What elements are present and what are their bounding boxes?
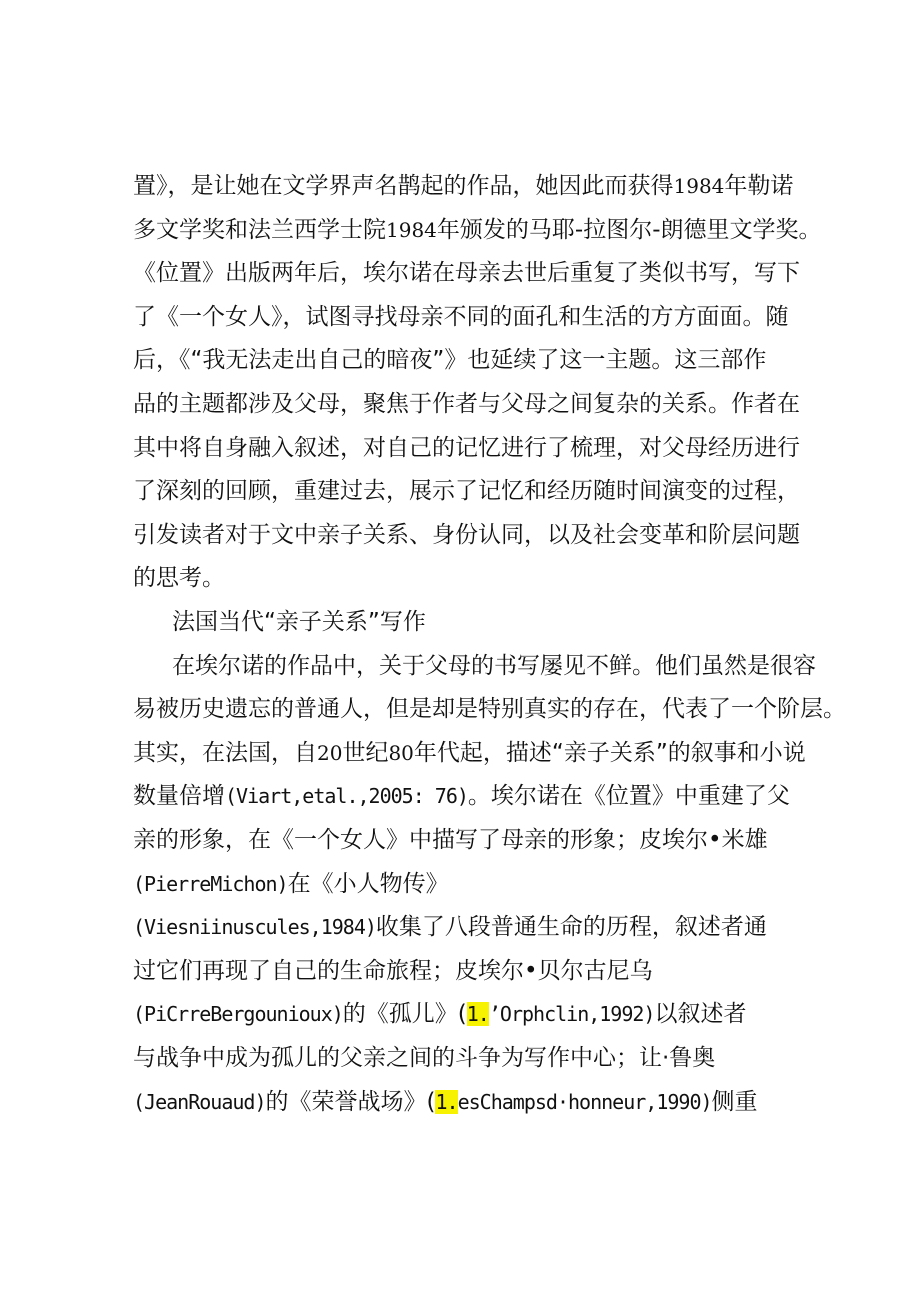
text-run: 法国当代“亲子关系”写作 [172, 609, 426, 635]
text-run: 与战争中成为孤儿的父亲之间的斗争为写作中心；让·鲁奥 [133, 1045, 716, 1071]
text-run: 1984 [673, 174, 725, 198]
text-line [133, 385, 800, 423]
text-run: 侧重 [711, 1088, 758, 1115]
highlighted-text: 1. [435, 1089, 458, 1114]
text-run: 易被历史遗忘的普通人，但是却是特别真实的存在，代表了一个阶层。 [133, 696, 846, 723]
text-run: 收集了八段普通生命的历程，叙述者通 [375, 914, 767, 941]
text-line [133, 821, 768, 859]
text-run: esChampsd·honneur,1990) [457, 1089, 712, 1114]
text-run: 世纪 [342, 739, 389, 766]
text-run: 其中将自身融入叙述，对自己的记忆进行了梳理，对父母经历进行 [133, 434, 800, 461]
text-line [133, 777, 790, 815]
text-line [172, 647, 816, 685]
text-run: 。埃尔诺在《位置》中重建了父 [467, 783, 790, 810]
text-line [133, 472, 800, 510]
text-line [133, 690, 846, 728]
text-line [133, 908, 767, 946]
text-run: (JeanRouaud) [133, 1089, 266, 1114]
text-run: 在埃尔诺的作品中，关于父母的书写屡见不鲜。他们虽然是很容 [172, 652, 816, 679]
text-line [133, 429, 800, 467]
text-line [133, 167, 793, 205]
text-run: 的思考。 [133, 565, 225, 592]
text-run: (PierreMichon) [133, 871, 288, 896]
text-line [133, 1083, 758, 1121]
text-run: 引发读者对于文中亲子关系、身份认同，以及社会变革和阶层问题 [133, 521, 800, 548]
highlighted-text: 1. [466, 1002, 489, 1027]
text-line [133, 1039, 715, 1077]
text-line [133, 341, 766, 379]
text-line [133, 734, 806, 772]
text-line [133, 298, 789, 336]
text-run: 20 [317, 740, 343, 765]
text-run: (Viart,etal.,2005: 76) [225, 784, 468, 809]
text-run: 的《荣誉战场》( [265, 1088, 436, 1115]
text-line [133, 516, 800, 554]
text-run: 80 [388, 740, 414, 765]
text-run: ’Orphclin,1992) [488, 1002, 655, 1027]
text-run: 年勒诺 [724, 173, 794, 199]
text-run: (Viesniinuscules,1984) [133, 915, 376, 940]
text-line [133, 865, 449, 903]
text-run: 品的主题都涉及父母，聚焦于作者与父母之间复杂的关系。作者在 [133, 391, 800, 417]
text-line [133, 211, 822, 249]
text-run: 数量倍增 [133, 783, 225, 810]
text-run: 的《孤儿》( [342, 1001, 467, 1028]
text-run: (PiCrreBergounioux) [133, 1002, 343, 1027]
text-run: 多文学奖和法兰西学士院 [133, 216, 386, 243]
text-run: 置》，是让她在文学界声名鹊起的作品，她因此而获得 [133, 173, 674, 199]
text-line [133, 952, 653, 990]
text-line [133, 254, 800, 292]
text-run: 了《一个女人》，试图寻找母亲不同的面孔和生活的方方面面。随 [133, 303, 789, 330]
text-run: 了深刻的回顾，重建过去，展示了记忆和经历随时间演变的过程， [133, 478, 800, 505]
text-run: 其实，在法国，自 [133, 739, 317, 766]
text-run: 年代起，描述“亲子关系”的叙事和小说 [413, 739, 806, 766]
text-run: 年颁发的马耶-拉图尔-朗德里文学奖。 [436, 216, 822, 243]
text-run: 《位置》出版两年后，埃尔诺在母亲去世后重复了类似书写，写下 [133, 260, 800, 287]
text-run: 在《小人物传》 [287, 870, 449, 897]
text-line [133, 995, 746, 1033]
text-run: 亲的形象，在《一个女人》中描写了母亲的形象；皮埃尔•米雄 [133, 827, 768, 853]
text-line [172, 603, 426, 641]
text-run: 过它们再现了自己的生命旅程；皮埃尔•贝尔古尼乌 [133, 957, 653, 984]
text-run: 以叙述者 [654, 1001, 747, 1028]
text-line [133, 559, 225, 597]
text-run: 1984 [386, 217, 437, 242]
text-run: 后，《“我无法走出自己的暗夜”》也延续了这一主题。这三部作 [133, 347, 767, 374]
